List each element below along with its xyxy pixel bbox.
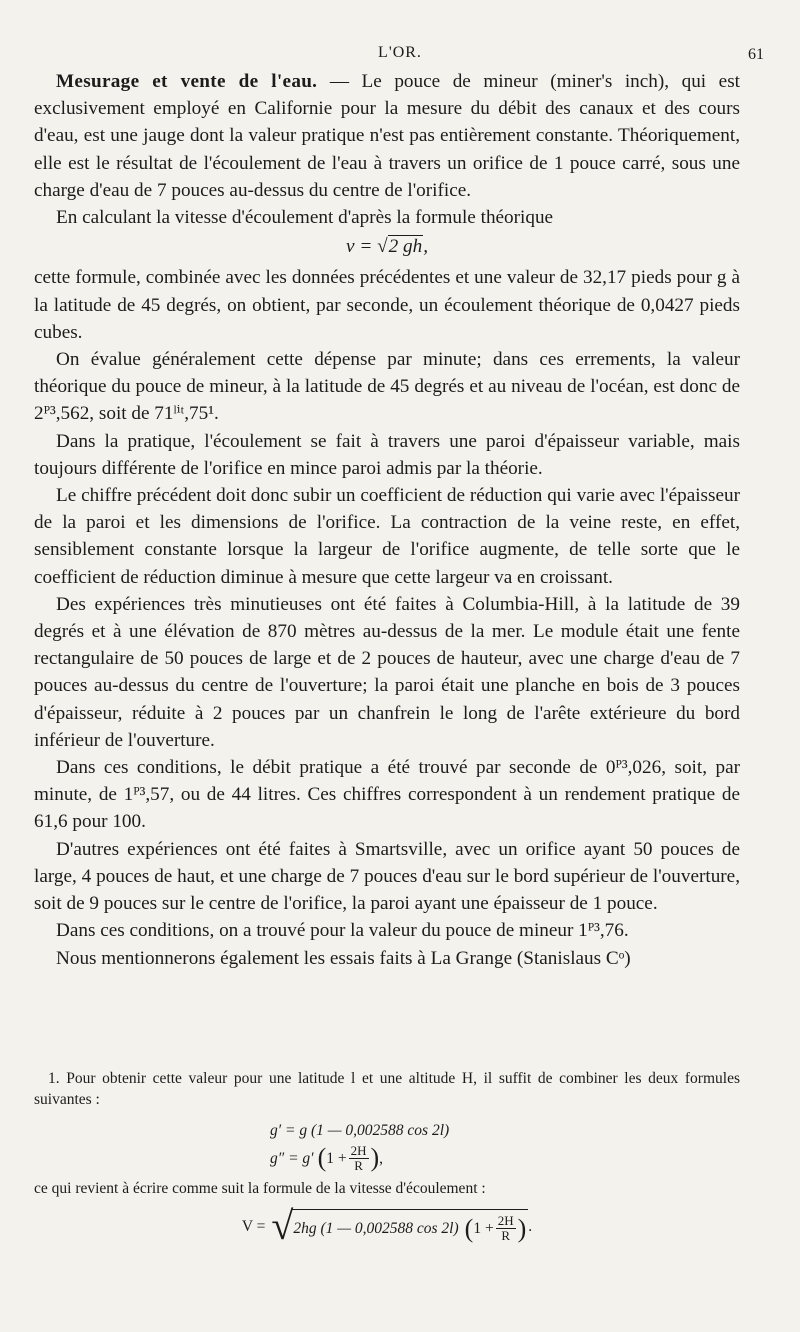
formula-g-prime: g′ = g (1 — 0,002588 cos 2l): [270, 1121, 450, 1139]
radicand-text: 2hg (1 — 0,002588 cos 2l): [293, 1220, 459, 1237]
fraction: [496, 1214, 516, 1243]
velocity-formula: [34, 233, 740, 260]
paragraph-smartsville: D'autres expériences ont été faites à Smartsville, avec un orifice ayant 50 pouces de large, 4 pouces de haut, et une charge de 7 pouces d'eau sur le bord supérieur de l'ouverture, soit de 9 pouces sur le centre de l'orifice, la paroi ayant une épaisseur de 1 pouce.: [34, 838, 740, 915]
final-velocity-formula: V = √ 2hg (1 — 0,002588 cos 2l) ( 1 + $\frac{2H}{R}$ ) .: [241, 1203, 533, 1248]
page-number: 61: [748, 46, 764, 63]
formula-equals: =: [359, 236, 373, 258]
fraction-numerator: 2H: [497, 1213, 514, 1228]
paragraph-conditions-2: Dans ces conditions, on a trouvé pour la valeur du pouce de mineur 1ᴾ³,76.: [56, 920, 629, 942]
formula-lhs: V =: [241, 1217, 266, 1235]
paragraph-mesurage: [34, 68, 740, 204]
paragraph-pratique: Dans la pratique, l'écoulement se fait à travers une paroi d'épaisseur variable, mais toujours différente de l'orifice en mince paroi admis par la théorie.: [34, 430, 740, 479]
formula-radicand: 2 gh: [388, 236, 423, 258]
footnote: [34, 1068, 740, 1248]
fraction-denominator: R: [501, 1228, 510, 1243]
footnote-after: ce qui revient à écrire comme suit la formule de la vitesse d'écoulement :: [34, 1180, 486, 1197]
paragraph-text: — Le pouce de mineur (miner's inch), qui est exclusivement employé en Californie pour la mesure du débit des canaux et des cours d'eau, est une jauge dont la valeur pratique n'est pas entièrement constante. Théoriquement, elle est le résultat de l'écoulement de l'eau à travers un orifice de 1 pouce carré, sous une charge d'eau de 7 pouces au-dessus du centre de l'orifice.: [34, 71, 740, 201]
fraction-denominator: R: [354, 1157, 363, 1173]
paragraph-columbia-hill: Des expériences très minutieuses ont été faites à Columbia-Hill, à la latitude de 39 degrés et à une élévation de 870 mètres au-dessus de la mer. Le module était une fente rectangulaire de 50 pouces de large et de 2 pouces de hauteur, avec une charge d'eau de 7 pouces au-dessus du centre de l'ouverture; la paroi était une planche en bois de 3 pouces d'épaisseur, réduite à 2 pouces par un chanfrein le long de l'arête extérieure du bord inférieur de l'ouverture.: [34, 593, 740, 751]
paragraph-coefficient: Le chiffre précédent doit donc subir un coefficient de réduction qui varie avec l'épaisseur de la paroi et les dimensions de l'orifice. La contraction de la veine reste, en effet, sensiblement constante lorsque la largeur de l'orifice augmente, de telle sorte que le coefficient de réduction diminue à mesure que cette largeur va en croissant.: [34, 485, 740, 588]
running-title: L'OR.: [378, 44, 422, 61]
body-text: [34, 68, 740, 972]
fraction-numerator: 2H: [350, 1142, 367, 1158]
formula-radicand: 2hg (1 — 0,002588 cos 2l) ( 1 + $\frac{2H}{R}$ ): [291, 1209, 528, 1243]
sqrt-sign: √: [377, 236, 388, 258]
page-header: [0, 44, 800, 68]
sqrt-sign: √: [271, 1203, 294, 1248]
formula-comma: ,: [423, 236, 428, 258]
formula-lhs: g″ = g′: [270, 1149, 314, 1167]
fraction: [349, 1144, 369, 1173]
footnote-intro: 1. Pour obtenir cette valeur pour une latitude l et une altitude H, il suffit de combiner les deux formules suivantes :: [34, 1070, 740, 1108]
paragraph-formule-intro: En calculant la vitesse d'écoulement d'après la formule théorique: [56, 207, 554, 229]
paragraph-conditions-1: Dans ces conditions, le débit pratique a été trouvé par seconde de 0ᴾ³,026, soit, par minute, de 1ᴾ³,57, ou de 44 litres. Ces chiffres correspondent à un rendement pratique de 61,6 pour 100.: [34, 757, 740, 833]
formula-lhs: v: [346, 236, 355, 258]
paragraph-evaluation: On évalue généralement cette dépense par minute; dans ces errements, la valeur théorique du pouce de mineur, à la latitude de 45 degrés et au niveau de l'océan, est donc de 2ᴾ³,562, soit de 71ˡⁱᵗ,75¹.: [34, 349, 740, 425]
paragraph-la-grange: Nous mentionnerons également les essais faits à La Grange (Stanislaus Cᵒ): [56, 947, 631, 969]
paragraph-formule-result: cette formule, combinée avec les données précédentes et une valeur de 32,17 pieds pour g à la latitude de 45 degrés, on obtient, par seconde, un écoulement théorique de 0,0427 pieds cubes.: [34, 267, 740, 343]
formula-g-double-prime: g″ = g′ ( 1 + $\frac{2H}{R}$ ) ,: [270, 1142, 384, 1173]
footnote-formulas: [270, 1116, 740, 1172]
section-run-in-heading: Mesurage et vente de l'eau.: [56, 71, 318, 92]
